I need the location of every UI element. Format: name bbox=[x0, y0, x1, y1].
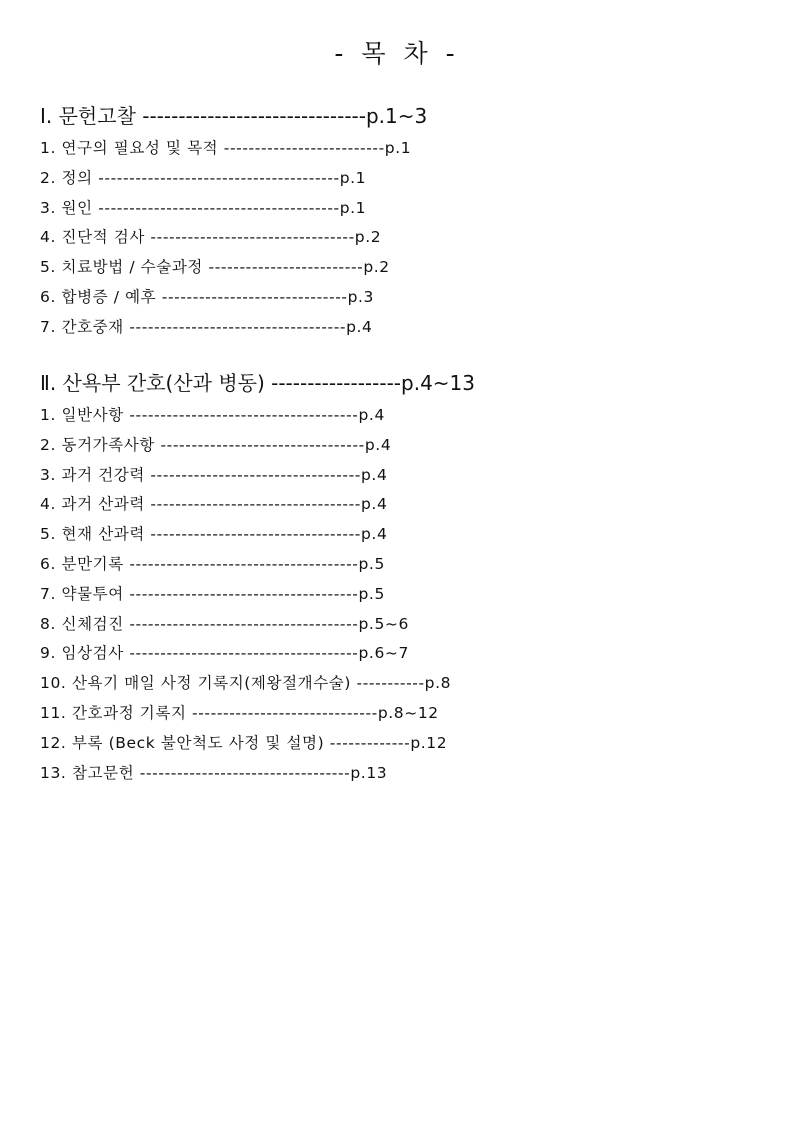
toc-item: 2. 동거가족사항 ---------------------------------p.4 bbox=[40, 435, 392, 454]
toc-section-2 bbox=[40, 367, 760, 788]
toc-item: 2. 정의 ---------------------------------------p.1 bbox=[40, 168, 367, 187]
section-heading-2: Ⅱ. 산욕부 간호(산과 병동) ------------------p.4~13 bbox=[40, 371, 476, 395]
toc-title: - 목 차 - bbox=[334, 39, 460, 68]
toc-item: 3. 과거 건강력 ----------------------------------p.4 bbox=[40, 465, 388, 484]
section-1-list bbox=[40, 134, 760, 343]
toc-item: 1. 일반사항 -------------------------------------p.4 bbox=[40, 406, 385, 424]
toc-section-1 bbox=[40, 100, 760, 343]
section-2-list bbox=[40, 401, 760, 788]
toc-item: 9. 임상검사 -------------------------------------p.6~7 bbox=[40, 644, 409, 663]
toc-item: 7. 약물투여 -------------------------------------p.5 bbox=[40, 584, 385, 603]
toc-item: 6. 분만기록 -------------------------------------p.5 bbox=[40, 554, 385, 573]
toc-item: 5. 현재 산과력 ----------------------------------p.4 bbox=[40, 525, 388, 544]
toc-item: 1. 연구의 필요성 및 목적 --------------------------p.1 bbox=[40, 139, 412, 157]
toc-item: 7. 간호중재 -----------------------------------p.4 bbox=[40, 317, 373, 336]
toc-item: 4. 과거 산과력 ----------------------------------p.4 bbox=[40, 495, 388, 514]
toc-item: 5. 치료방법 / 수술과정 -------------------------p.2 bbox=[40, 258, 390, 277]
toc-item: 8. 신체검진 -------------------------------------p.5~6 bbox=[40, 614, 409, 633]
toc-item: 13. 참고문헌 ----------------------------------p.13 bbox=[40, 763, 388, 782]
toc-item: 6. 합병증 / 예후 ------------------------------p.3 bbox=[40, 287, 375, 306]
section-heading-1: Ⅰ. 문헌고찰 -------------------------------p.1~3 bbox=[40, 104, 428, 128]
toc-item: 10. 산욕기 매일 사정 기록지(제왕절개수술) -----------p.8 bbox=[40, 674, 452, 693]
toc-item: 12. 부록 (Beck 불안척도 사정 및 설명) -------------p.12 bbox=[40, 733, 448, 752]
toc-item: 11. 간호과정 기록지 ------------------------------p.8~12 bbox=[40, 703, 439, 722]
toc-item: 4. 진단적 검사 ---------------------------------p.2 bbox=[40, 228, 382, 247]
toc-item: 3. 원인 ---------------------------------------p.1 bbox=[40, 198, 367, 217]
